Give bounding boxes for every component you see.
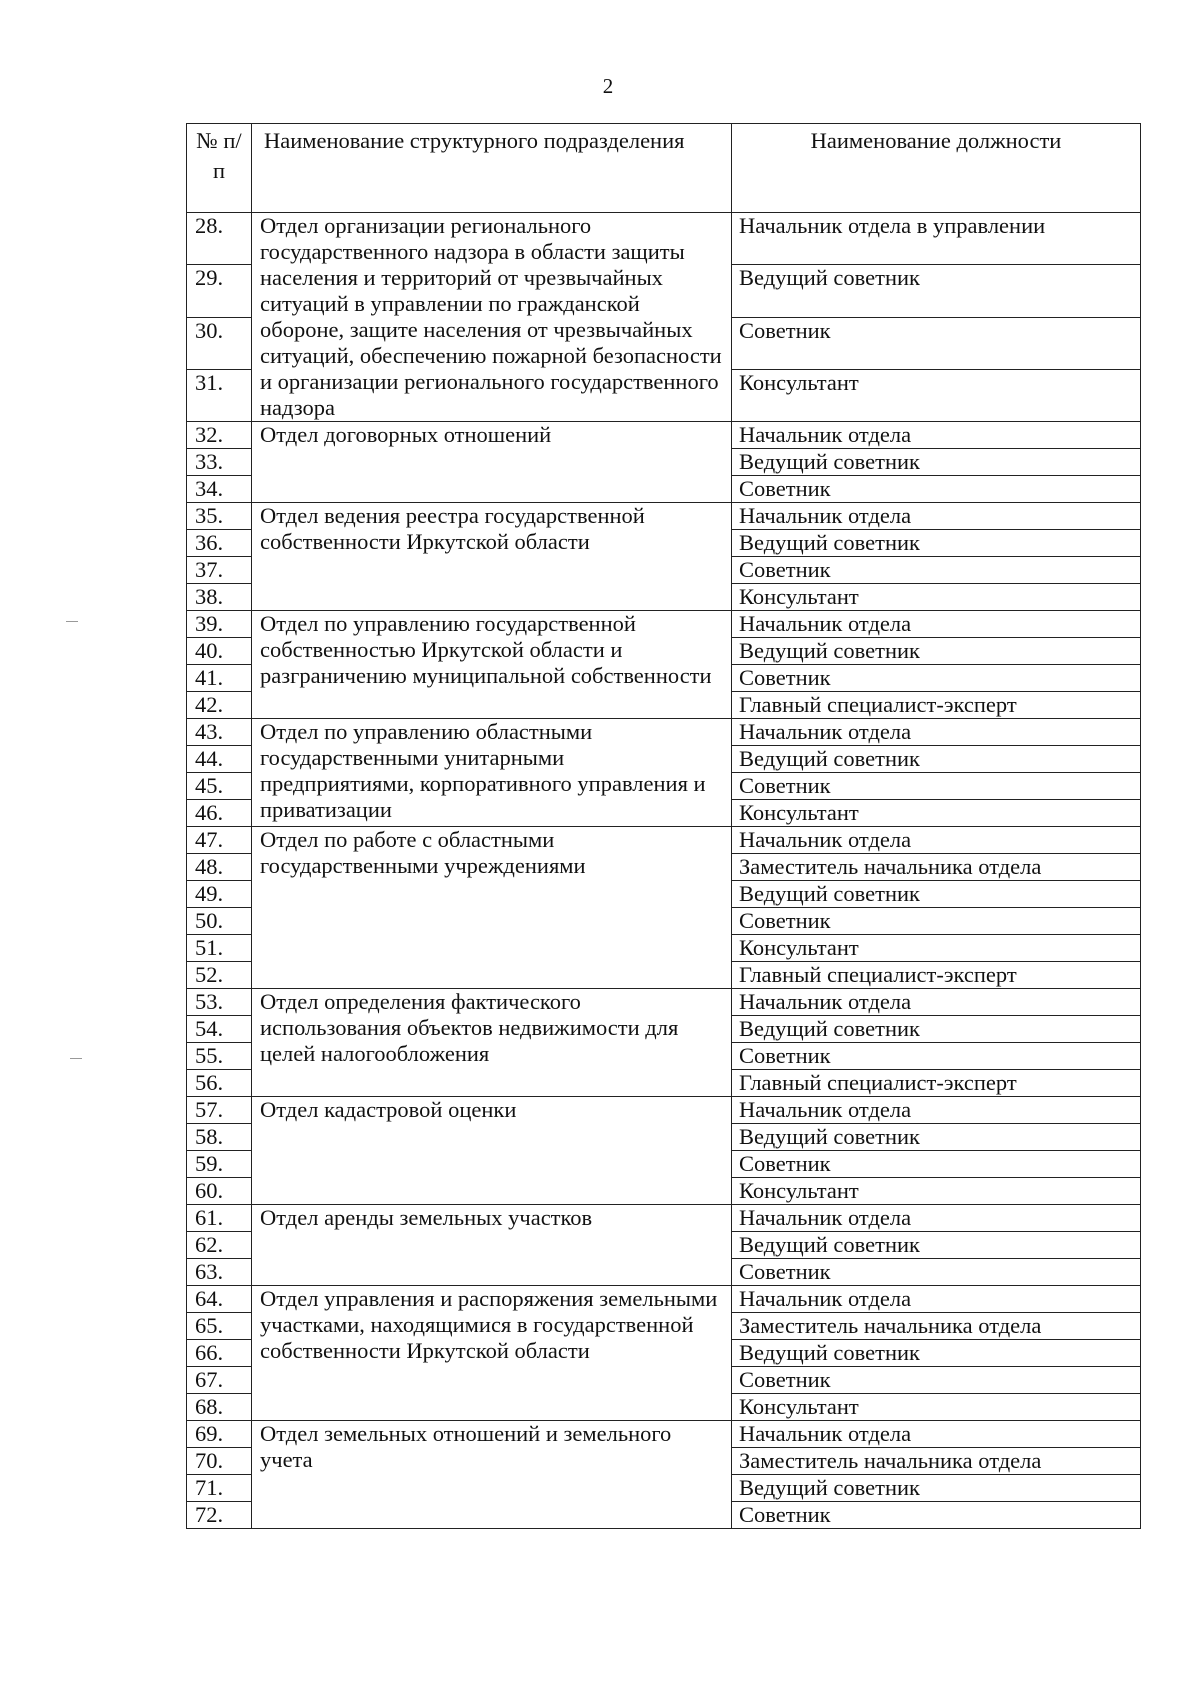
position-name: Консультант [732,800,1141,827]
position-name: Ведущий советник [732,638,1141,665]
row-number: 33. [187,449,252,476]
position-name: Заместитель начальника отдела [732,1448,1141,1475]
position-name: Начальник отдела [732,611,1141,638]
row-number: 54. [187,1016,252,1043]
table-row [187,827,1141,854]
position-name: Заместитель начальника отдела [732,854,1141,881]
row-number: 45. [187,773,252,800]
position-name: Начальник отдела [732,503,1141,530]
row-number: 72. [187,1502,252,1529]
position-name: Начальник отдела [732,1205,1141,1232]
scan-mark [66,621,78,622]
position-name: Главный специалист-эксперт [732,692,1141,719]
position-name: Советник [732,665,1141,692]
scan-mark [70,1058,82,1059]
row-number: 67. [187,1367,252,1394]
row-number: 42. [187,692,252,719]
position-name: Консультант [732,584,1141,611]
unit-name: Отдел по работе с областными государственными учреждениями [252,827,732,989]
position-name: Главный специалист-эксперт [732,962,1141,989]
page-number: 2 [602,74,614,98]
position-name: Советник [732,476,1141,503]
row-number: 69. [187,1421,252,1448]
position-name: Начальник отдела [732,1097,1141,1124]
row-number: 46. [187,800,252,827]
row-number: 37. [187,557,252,584]
row-number: 31. [187,369,252,421]
position-name: Советник [732,317,1141,369]
row-number: 40. [187,638,252,665]
position-name: Консультант [732,935,1141,962]
table-row [187,503,1141,530]
row-number: 57. [187,1097,252,1124]
table-row [187,1286,1141,1313]
row-number: 64. [187,1286,252,1313]
table-row [187,1421,1141,1448]
row-number: 61. [187,1205,252,1232]
staff-positions-table [186,123,1141,1529]
row-number: 28. [187,213,252,265]
table-row [187,611,1141,638]
position-name: Заместитель начальника отдела [732,1313,1141,1340]
row-number: 66. [187,1340,252,1367]
position-name: Ведущий советник [732,881,1141,908]
row-number: 56. [187,1070,252,1097]
position-name: Советник [732,773,1141,800]
table-row [187,1097,1141,1124]
row-number: 35. [187,503,252,530]
row-number: 60. [187,1178,252,1205]
position-name: Консультант [732,1178,1141,1205]
row-number: 32. [187,422,252,449]
unit-name: Отдел земельных отношений и земельного учета [252,1421,732,1529]
row-number: 58. [187,1124,252,1151]
unit-name: Отдел ведения реестра государственной собственности Иркутской области [252,503,732,611]
position-name: Ведущий советник [732,265,1141,317]
unit-name: Отдел аренды земельных участков [252,1205,732,1286]
row-number: 39. [187,611,252,638]
position-name: Советник [732,1043,1141,1070]
position-name: Консультант [732,369,1141,421]
table-row [187,1205,1141,1232]
row-number: 48. [187,854,252,881]
table-row [187,719,1141,746]
unit-name: Отдел договорных отношений [252,422,732,503]
position-name: Советник [732,557,1141,584]
header-position: Наименование должности [732,124,1141,213]
unit-name: Отдел кадастровой оценки [252,1097,732,1205]
row-number: 44. [187,746,252,773]
header-unit: Наименование структурного подразделения [252,124,732,213]
row-number: 29. [187,265,252,317]
row-number: 52. [187,962,252,989]
row-number: 34. [187,476,252,503]
position-name: Советник [732,908,1141,935]
position-name: Начальник отдела [732,422,1141,449]
position-name: Начальник отдела [732,719,1141,746]
row-number: 47. [187,827,252,854]
row-number: 71. [187,1475,252,1502]
unit-name: Отдел по управлению государственной собственностью Иркутской области и разграничению муниципальной собственности [252,611,732,719]
row-number: 63. [187,1259,252,1286]
row-number: 59. [187,1151,252,1178]
position-name: Ведущий советник [732,1475,1141,1502]
row-number: 65. [187,1313,252,1340]
row-number: 36. [187,530,252,557]
position-name: Начальник отдела [732,827,1141,854]
row-number: 49. [187,881,252,908]
row-number: 53. [187,989,252,1016]
position-name: Ведущий советник [732,1340,1141,1367]
position-name: Начальник отдела [732,1286,1141,1313]
position-name: Советник [732,1151,1141,1178]
position-name: Ведущий советник [732,746,1141,773]
position-name: Консультант [732,1394,1141,1421]
position-name: Ведущий советник [732,530,1141,557]
table-row [187,422,1141,449]
unit-name: Отдел организации регионального государственного надзора в области защиты населения и территорий от чрезвычайных ситуаций в управлении по гражданской обороне, защите населения от чрезвычайных ситуаций, обеспечению пожарной безопасности и организации регионального государственного надзора [252,213,732,422]
row-number: 41. [187,665,252,692]
row-number: 68. [187,1394,252,1421]
position-name: Ведущий советник [732,449,1141,476]
position-name: Начальник отдела [732,989,1141,1016]
table-row [187,989,1141,1016]
row-number: 55. [187,1043,252,1070]
position-name: Главный специалист-эксперт [732,1070,1141,1097]
unit-name: Отдел определения фактического использования объектов недвижимости для целей налогообложения [252,989,732,1097]
position-name: Ведущий советник [732,1232,1141,1259]
row-number: 50. [187,908,252,935]
position-name: Советник [732,1367,1141,1394]
unit-name: Отдел управления и распоряжения земельными участками, находящимися в государственной собственности Иркутской области [252,1286,732,1421]
row-number: 43. [187,719,252,746]
row-number: 62. [187,1232,252,1259]
unit-name: Отдел по управлению областными государственными унитарными предприятиями, корпоративного управления и приватизации [252,719,732,827]
table-row [187,213,1141,265]
position-name: Ведущий советник [732,1124,1141,1151]
row-number: 70. [187,1448,252,1475]
position-name: Начальник отдела в управлении [732,213,1141,265]
position-name: Ведущий советник [732,1016,1141,1043]
position-name: Советник [732,1502,1141,1529]
table-header-row [187,124,1141,213]
row-number: 30. [187,317,252,369]
row-number: 38. [187,584,252,611]
row-number: 51. [187,935,252,962]
position-name: Начальник отдела [732,1421,1141,1448]
position-name: Советник [732,1259,1141,1286]
header-number: № п/п [187,124,252,213]
